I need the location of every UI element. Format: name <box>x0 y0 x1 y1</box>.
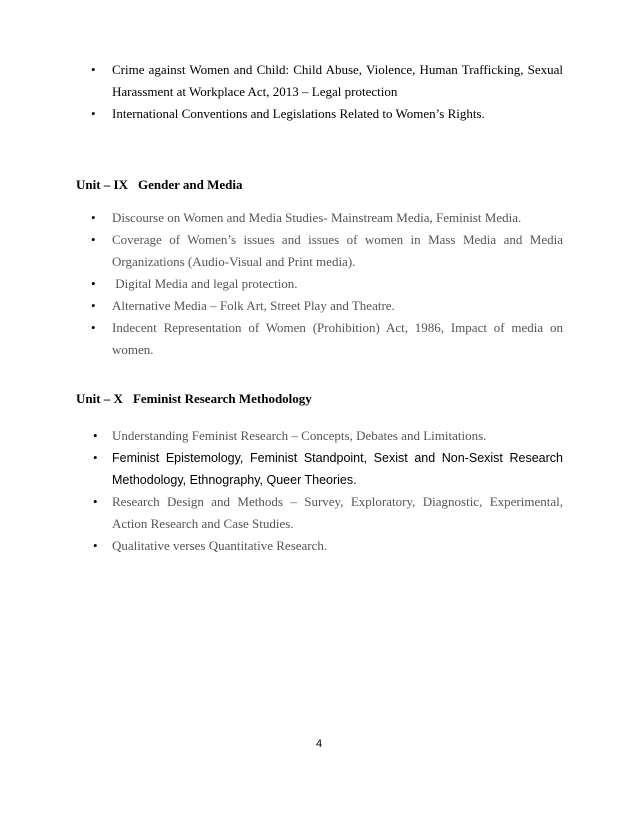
page-number: 4 <box>315 738 323 750</box>
list-item-text: Coverage of Women’s issues and issues of women in Mass Media and Media Organizations (Audio-Visual and Print media). <box>112 232 563 269</box>
bullet-icon: • <box>91 62 96 77</box>
unit-ix-heading <box>76 176 243 194</box>
list-item <box>91 317 563 361</box>
list-item <box>91 103 563 125</box>
bullet-icon: • <box>93 450 98 465</box>
unit-x-number: Unit – X <box>76 391 123 406</box>
unit-x-title: Feminist Research Methodology <box>132 391 312 406</box>
list-item-text: International Conventions and Legislations Related to Women’s Rights. <box>112 106 485 121</box>
list-item <box>91 59 563 103</box>
list-item-text: Alternative Media – Folk Art, Street Play and Theatre. <box>112 298 395 313</box>
list-item <box>93 535 563 557</box>
list-item-text: Research Design and Methods – Survey, Exploratory, Diagnostic, Experimental, Action Research and Case Studies. <box>112 494 563 531</box>
list-item <box>91 229 563 273</box>
bullet-icon: • <box>93 428 98 443</box>
bullet-icon: • <box>91 106 96 121</box>
list-item-text: Discourse on Women and Media Studies- Mainstream Media, Feminist Media. <box>112 210 522 225</box>
list-item-text: Understanding Feminist Research – Concepts, Debates and Limitations. <box>112 428 487 443</box>
list-item <box>93 491 563 535</box>
list-item-text: Qualitative verses Quantitative Research. <box>112 538 328 553</box>
bullet-icon: • <box>91 298 96 313</box>
unit-x-heading <box>76 390 312 408</box>
list-item <box>91 207 563 229</box>
list-item <box>91 273 563 295</box>
bullet-icon: • <box>93 494 98 509</box>
unit-x-bullet-list <box>93 425 563 557</box>
list-item-text: Crime against Women and Child: Child Abuse, Violence, Human Trafficking, Sexual Harassment at Workplace Act, 2013 – Legal protection <box>112 62 563 99</box>
list-item <box>93 425 563 447</box>
unit-ix-title: Gender and Media <box>138 177 243 192</box>
bullet-icon: • <box>93 538 98 553</box>
list-item-text: Feminist Epistemology, Feminist Standpoint, Sexist and Non-Sexist Research Methodology, Ethnography, Queer Theories. <box>112 451 563 487</box>
bullet-icon: • <box>91 276 96 291</box>
list-item <box>91 295 563 317</box>
bullet-icon: • <box>91 232 96 247</box>
bullet-icon: • <box>91 210 96 225</box>
list-item-text: Indecent Representation of Women (Prohibition) Act, 1986, Impact of media on women. <box>112 320 563 357</box>
bullet-icon: • <box>91 320 96 335</box>
unit-ix-bullet-list <box>91 207 563 361</box>
top-bullet-list <box>91 59 563 125</box>
unit-ix-number: Unit – IX <box>76 177 129 192</box>
list-item-text: Digital Media and legal protection. <box>112 276 298 291</box>
list-item <box>93 447 563 491</box>
